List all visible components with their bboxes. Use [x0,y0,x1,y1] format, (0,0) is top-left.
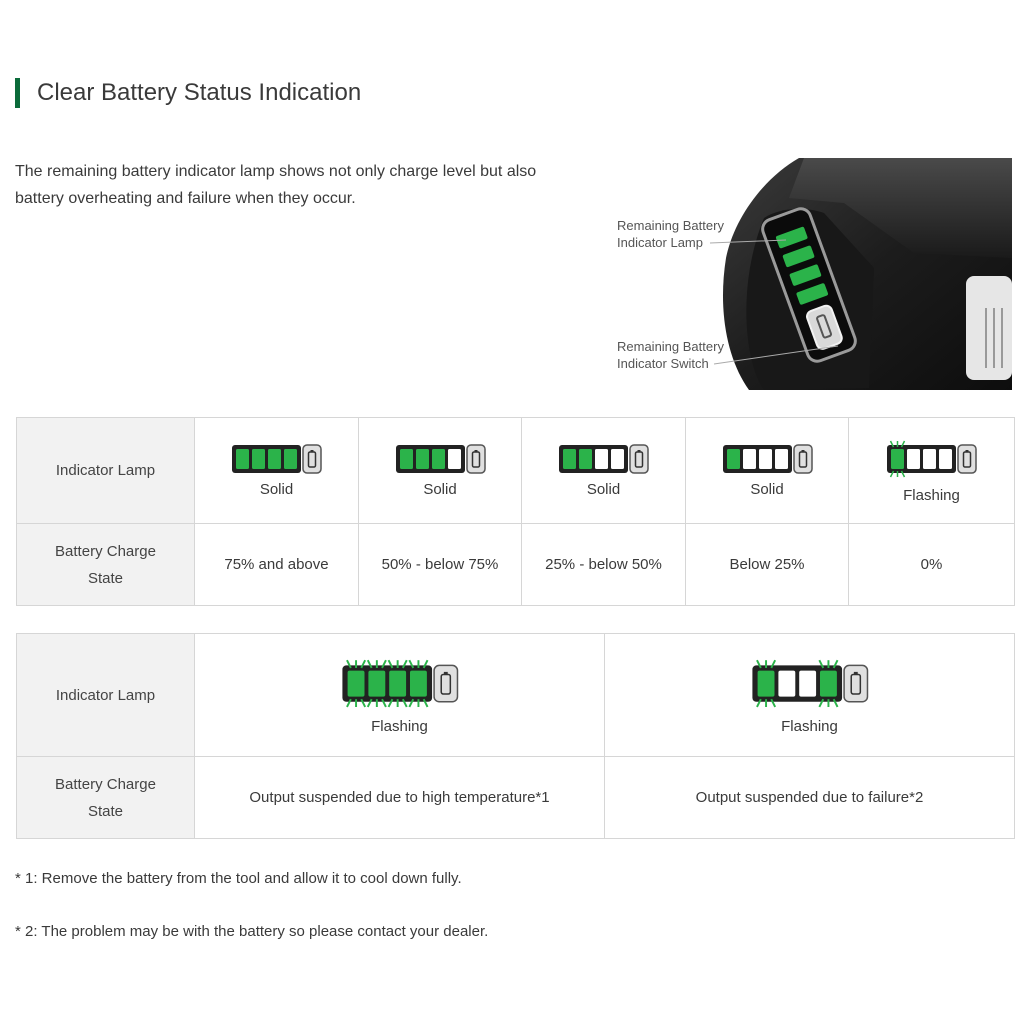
battery-lamp-icon [557,443,650,475]
battery-lamp-icon [742,655,878,712]
battery-photo [614,158,1012,390]
lamp-cell [849,418,1015,524]
lamp-segment-lit [727,449,740,469]
lamp-segment-lit [891,449,904,469]
battery-lamp-icon [230,443,323,475]
title-accent-bar [15,78,20,108]
label-indicator-switch: Remaining Battery Indicator Switch [617,339,724,371]
lamp-segment-lit [252,449,265,469]
lamp-state: Solid [259,481,294,498]
charge-level-table [16,417,1015,606]
battery-cap-icon [630,445,648,473]
footnote-2: * 2: The problem may be with the battery so please contact your dealer. [15,923,489,940]
lamp-segment-lit [284,449,297,469]
lamp-state: Flashing [781,718,838,736]
charge-cell: 50% - below 75% [359,524,522,606]
lamp-segment-lit [400,449,413,469]
indicator-lamp-row [17,418,1015,524]
lamp-segment-off [907,449,920,469]
battery-cap-icon [434,665,457,701]
lamp-segment-off [611,449,624,469]
battery-lamp-icon [394,443,487,475]
lamp-segment-lit [368,671,385,697]
battery-lamp-graphic [742,655,878,712]
lamp-segment-lit [820,671,837,697]
battery-cap-icon [467,445,485,473]
lamp-cell [359,418,522,524]
battery-lamp-graphic [721,443,814,475]
charge-cell: Below 25% [686,524,849,606]
page-title: Clear Battery Status Indication [37,79,362,106]
charge-cell: 75% and above [195,524,359,606]
battery-glyph-terminal [638,450,641,452]
battery-lamp-icon [721,443,814,475]
fault-status-table [16,633,1015,839]
battery-cap-icon [794,445,812,473]
lamp-state: Flashing [903,487,960,504]
lamp-cell [195,418,359,524]
lamp-segment-lit [410,671,427,697]
lamp-state: Solid [423,481,457,498]
battery-glyph-terminal [474,450,477,452]
lamp-segment-lit [757,671,774,697]
lamp-segment-lit [268,449,281,469]
battery-lamp-graphic [394,443,487,475]
footnote-1: * 1: Remove the battery from the tool and allow it to cool down fully. [15,870,462,887]
lamp-segment-off [448,449,461,469]
battery-glyph-terminal [443,672,447,675]
battery-lamp-graphic [332,655,468,712]
lamp-segment-off [759,449,772,469]
lamp-cell [522,418,686,524]
lamp-state: Solid [750,481,784,498]
lamp-segment-lit [563,449,576,469]
lamp-state: Solid [586,481,621,498]
battery-glyph-terminal [853,672,857,675]
lamp-segment-lit [416,449,429,469]
row-header-indicator-lamp: Indicator Lamp [17,418,195,524]
lamp-segment-off [923,449,936,469]
lamp-segment-lit [432,449,445,469]
lamp-segment-off [743,449,756,469]
lamp-segment-off [595,449,608,469]
battery-glyph-terminal [966,450,969,452]
row-header-indicator-lamp: Indicator Lamp [17,634,195,757]
indicator-lamp-row [17,634,1015,757]
lamp-state: Flashing [371,718,428,736]
charge-cell: 25% - below 50% [522,524,686,606]
lamp-segment-lit [579,449,592,469]
lamp-segment-lit [347,671,364,697]
charge-cell: Output suspended due to failure*2 [605,757,1015,839]
battery-cap-icon [303,445,321,473]
label-indicator-lamp: Remaining Battery Indicator Lamp [617,218,724,250]
row-header-charge-state: Battery Charge State [17,524,195,606]
row-header-charge-state: Battery Charge State [17,757,195,839]
battery-cap-icon [958,445,976,473]
intro-text: The remaining battery indicator lamp shows not only charge level but also battery overheating and failure when they occur. [15,163,537,207]
lamp-cell [195,634,605,757]
lamp-segment-off [799,671,816,697]
charge-state-row [17,757,1015,839]
battery-lamp-graphic [557,443,650,475]
lamp-segment-off [939,449,952,469]
lamp-segment-lit [389,671,406,697]
charge-state-row [17,524,1015,606]
battery-lamp-icon [879,437,984,481]
battery-glyph-terminal [801,450,804,452]
battery-cap-icon [844,665,867,701]
charge-cell: 0% [849,524,1015,606]
lamp-segment-lit [236,449,249,469]
lamp-segment-off [778,671,795,697]
lamp-segment-off [775,449,788,469]
battery-lamp-graphic [230,443,323,475]
battery-lamp-graphic [879,437,984,481]
lamp-cell [605,634,1015,757]
lamp-cell [686,418,849,524]
charge-cell: Output suspended due to high temperature*1 [195,757,605,839]
battery-lamp-icon [332,655,468,712]
battery-glyph-terminal [311,450,314,452]
